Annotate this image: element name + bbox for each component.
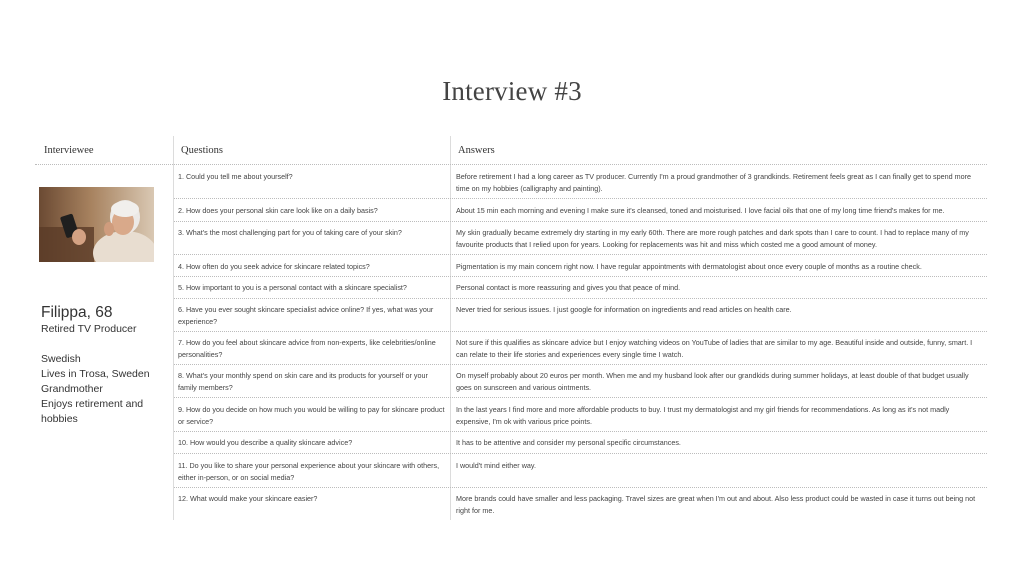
interviewee-detail: Grandmother — [41, 383, 103, 395]
row-rule — [174, 431, 987, 432]
question-text: 2. How does your personal skin care look like on a daily basis? — [178, 206, 378, 215]
interviewee-role: Retired TV Producer — [41, 323, 137, 335]
row-rule — [174, 397, 987, 398]
answer-text: I would't mind either way. — [456, 461, 536, 470]
answer-text: On myself probably about 20 euros per month. When me and my husband look after our grandkids during summer holidays, at least double of that budget usually goes on sunscreen and various ointments. — [456, 371, 969, 392]
answer-text: Not sure if this qualifies as skincare advice but I enjoy watching videos on YouTube of ladies that are similar to my age. Beautiful inside and outside, funny, smart. I can relate to their life stories and experiences every single time I watch. — [456, 338, 973, 359]
question-text: 3. What's the most challenging part for you of taking care of your skin? — [178, 228, 402, 237]
row-rule — [174, 254, 987, 255]
row-rule — [174, 221, 987, 222]
row-rule — [174, 364, 987, 365]
header-answers: Answers — [458, 145, 495, 156]
header-interviewee: Interviewee — [44, 145, 94, 156]
answer-text: My skin gradually became extremely dry starting in my early 60th. There are more rough patches and dark spots than I care to count. I had to replace many of my favourite products that I relied upon for years. Looking for replacements was hit and miss which costed me a good amount of money. — [456, 228, 969, 249]
question-text: 8. What's your monthly spend on skin care and its products for yourself or your family members? — [178, 371, 428, 392]
answer-text: More brands could have smaller and less packaging. Travel sizes are great when I'm out and about. Also less product could be wasted in case it turns out being not right for me. — [456, 494, 976, 515]
answer-text: It has to be attentive and consider my personal specific circumstances. — [456, 438, 681, 447]
question-text: 4. How often do you seek advice for skincare related topics? — [178, 262, 370, 271]
column-divider-2 — [450, 136, 451, 520]
question-text: 6. Have you ever sought skincare specialist advice online? If yes, what was your experience? — [178, 305, 434, 326]
page-title: Interview #3 — [442, 76, 582, 106]
column-divider-1 — [173, 136, 174, 520]
answer-text: Never tried for serious issues. I just google for information on ingredients and read articles on health care. — [456, 305, 792, 314]
question-text: 7. How do you feel about skincare advice from non-experts, like celebrities/online personalities? — [178, 338, 436, 359]
question-text: 5. How important to you is a personal contact with a skincare specialist? — [178, 283, 407, 292]
interviewee-photo-image — [39, 187, 154, 262]
interviewee-detail: hobbies — [41, 413, 78, 425]
row-rule — [174, 487, 987, 488]
interviewee-profile — [41, 303, 169, 427]
answer-text: Before retirement I had a long career as TV producer. Currently I'm a proud grandmother of 3 grandkinds. Retirement feels great as I can finally get to spend more time on my hobbies (calligraphy and painting). — [456, 172, 972, 193]
question-text: 11. Do you like to share your personal experience about your skincare with others, either in-person, or on social media? — [178, 461, 440, 482]
answer-text: Personal contact is more reassuring and gives you that peace of mind. — [456, 283, 681, 292]
row-rule — [174, 298, 987, 299]
question-text: 12. What would make your skincare easier? — [178, 494, 318, 503]
interviewee-photo — [39, 187, 154, 262]
row-rule — [174, 276, 987, 277]
answer-text: Pigmentation is my main concern right now. I have regular appointments with dermatologist about once every couple of months as a routine check. — [456, 262, 922, 271]
row-rule — [174, 453, 987, 454]
interviewee-detail: Swedish — [41, 353, 81, 365]
row-rule — [174, 331, 987, 332]
interviewee-detail: Enjoys retirement and — [41, 398, 144, 410]
interviewee-name: Filippa, 68 — [41, 304, 113, 321]
question-text: 9. How do you decide on how much you would be willing to pay for skincare product or service? — [178, 405, 445, 426]
answer-text: About 15 min each morning and evening I make sure it's cleansed, toned and moisturised. I love facial oils that one of my long time friend's makes for me. — [456, 206, 945, 215]
header-rule — [35, 164, 987, 165]
interviewee-detail: Lives in Trosa, Sweden — [41, 368, 150, 380]
row-rule — [174, 198, 987, 199]
header-questions: Questions — [181, 145, 223, 156]
question-text: 10. How would you describe a quality skincare advice? — [178, 438, 353, 447]
question-text: 1. Could you tell me about yourself? — [178, 172, 293, 181]
answer-text: In the last years I find more and more affordable products to buy. I trust my dermatologist and my girl friends for recommendations. As long as it's not madly expensive, I'm ok with various price points. — [456, 405, 950, 426]
